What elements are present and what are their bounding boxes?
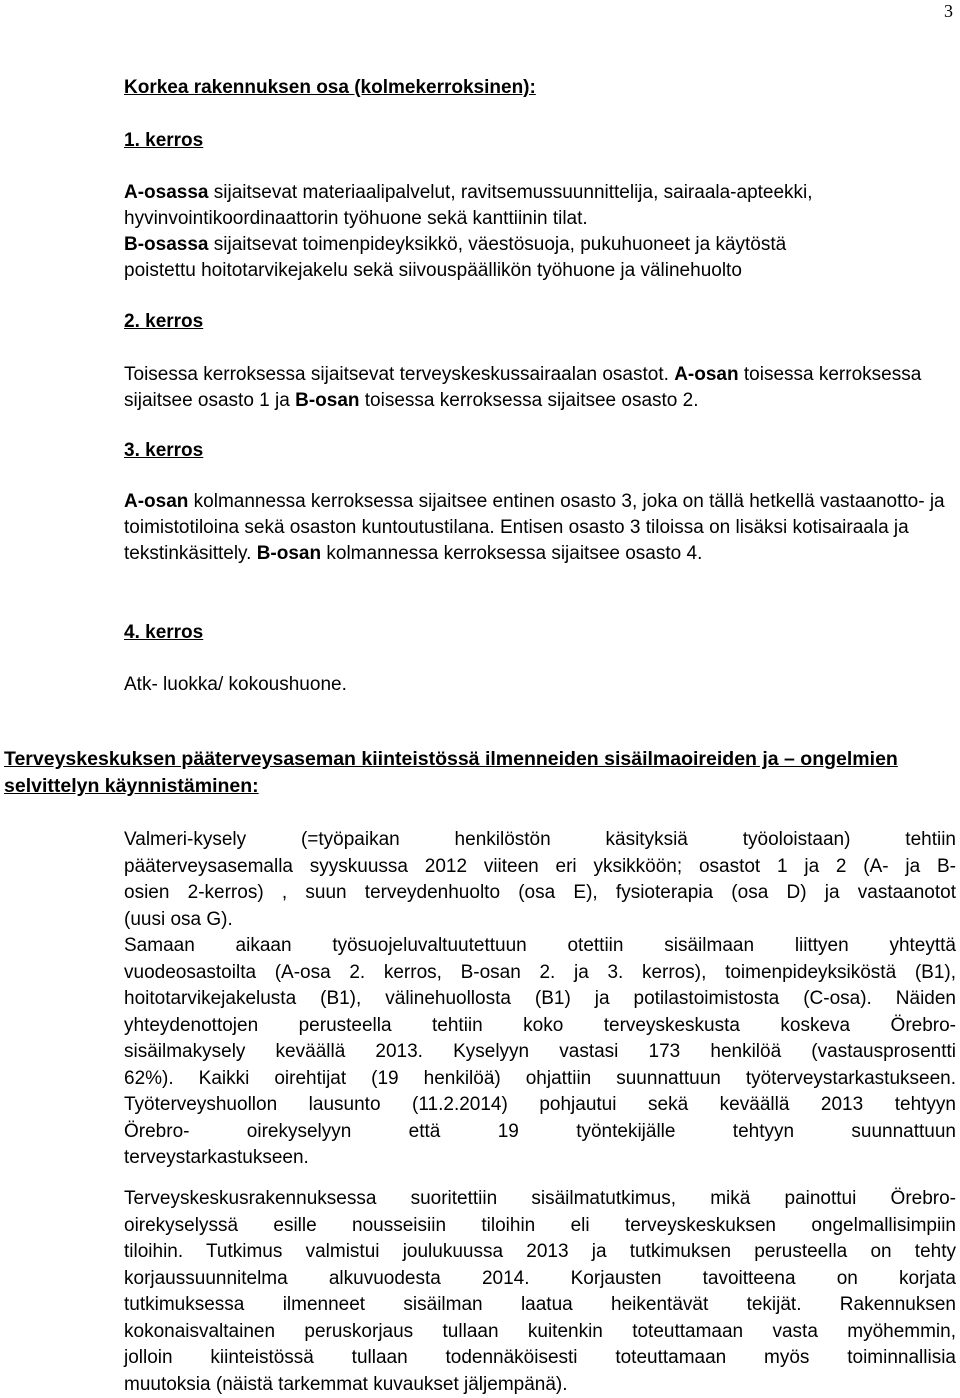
section-heading: Korkea rakennuksen osa (kolmekerroksinen): bbox=[124, 75, 956, 101]
floor3-text2: kolmannessa kerroksessa sijaitsee osasto 4. bbox=[321, 543, 702, 564]
floor1-b-lead: B-osassa bbox=[124, 234, 209, 255]
paragraph-2-line: korjaussuunnitelma alkuvuodesta 2014. Korjausten tavoitteena on korjata bbox=[124, 1266, 956, 1293]
floor3-b-lead: B-osan bbox=[257, 543, 321, 564]
floor1-b-text: sijaitsevat toimenpideyksikkö, väestösuoja, pukuhuoneet ja käytöstä poistettu hoitotarvikejakelu sekä siivouspäällikön työhuone ja välinehuolto bbox=[124, 234, 786, 281]
floor1-paragraph-a bbox=[124, 180, 944, 232]
paragraph-1 bbox=[124, 827, 956, 1172]
paragraph-1-line: Työterveyshuollon lausunto (11.2.2014) pohjautui sekä keväällä 2013 tehtyyn bbox=[124, 1092, 956, 1119]
paragraph-1-line: (uusi osa G). bbox=[124, 907, 956, 934]
floor1-title: 1. kerros bbox=[124, 128, 956, 154]
paragraph-2-line: kokonaisvaltainen peruskorjaus tullaan kuitenkin toteuttamaan vasta myöhemmin, bbox=[124, 1319, 956, 1346]
floor1-paragraph-b bbox=[124, 232, 844, 284]
paragraph-1-line: terveystarkastukseen. bbox=[124, 1145, 956, 1172]
floor3-paragraph bbox=[124, 489, 956, 567]
floor2-text1: Toisessa kerroksessa sijaitsevat terveyskeskussairaalan osastot. bbox=[124, 364, 674, 385]
paragraph-2-line: muutoksia (näistä tarkemmat kuvaukset jäljempänä). bbox=[124, 1372, 956, 1398]
floor3-text1: kolmannessa kerroksessa sijaitsee entinen osasto 3, joka on tällä hetkellä vastaanotto- ja toimistotiloina sekä osaston kuntoutustilana. Entisen osasto 3 tiloissa on lisäksi kotisairaala ja tekstinkäsittely. bbox=[124, 491, 945, 564]
paragraph-1-line: 62%). Kaikki oirehtijat (19 henkilöä) ohjattiin suunnattuun työterveystarkastukseen. bbox=[124, 1066, 956, 1093]
paragraph-2-line: tiloihin. Tutkimus valmistui joulukuussa 2013 ja tutkimuksen perusteella on tehty bbox=[124, 1239, 956, 1266]
paragraph-1-line: vuodeosastoilta (A-osa 2. kerros, B-osan 2. ja 3. kerros), toimenpideyksiköstä (B1), bbox=[124, 960, 956, 987]
main-heading: Terveyskeskuksen pääterveysaseman kiinteistössä ilmenneiden sisäilmaoireiden ja – ongelmien selvittelyn käynnistäminen: bbox=[4, 746, 956, 800]
paragraph-2 bbox=[124, 1186, 956, 1398]
paragraph-2-line: jolloin kiinteistössä tullaan todennäköisesti toteuttamaan myös toiminnallisia bbox=[124, 1345, 956, 1372]
paragraph-1-line: sisäilmakysely keväällä 2013. Kyselyyn vastasi 173 henkilöä (vastausprosentti bbox=[124, 1039, 956, 1066]
page-number: 3 bbox=[944, 0, 953, 22]
paragraph-1-line: Örebro- oirekyselyyn että 19 työntekijälle tehtyyn suunnattuun bbox=[124, 1119, 956, 1146]
floor3-title: 3. kerros bbox=[124, 438, 956, 464]
paragraph-2-line: Terveyskeskusrakennuksessa suoritettiin sisäilmatutkimus, mikä painottui Örebro- bbox=[124, 1186, 956, 1213]
floor1-a-text: sijaitsevat materiaalipalvelut, ravitsemussuunnittelija, sairaala-apteekki, hyvinvointikoordinaattorin työhuone sekä kanttiinin tilat. bbox=[124, 182, 813, 229]
floor3-a-lead: A-osan bbox=[124, 491, 188, 512]
floor4-title: 4. kerros bbox=[124, 620, 956, 646]
floor2-text2: toisessa kerroksessa sijaitsee osasto 1 ja bbox=[124, 364, 921, 411]
paragraph-2-line: oirekyselyssä esille nousseisiin tiloihin eli terveyskeskuksen ongelmallisimpiin bbox=[124, 1213, 956, 1240]
paragraph-1-line: osien 2-kerros) , suun terveydenhuolto (osa E), fysioterapia (osa D) ja vastaanotot bbox=[124, 880, 956, 907]
paragraph-1-line: Samaan aikaan työsuojeluvaltuutettuun otettiin sisäilmaan liittyen yhteyttä bbox=[124, 933, 956, 960]
paragraph-1-line: pääterveysasemalla syyskuussa 2012 viiteen eri yksikköön; osastot 1 ja 2 (A- ja B- bbox=[124, 854, 956, 881]
floor2-b-lead: B-osan bbox=[295, 390, 359, 411]
floor2-title: 2. kerros bbox=[124, 309, 956, 335]
floor4-text: Atk- luokka/ kokoushuone. bbox=[124, 672, 956, 698]
paragraph-1-line: yhteydenottojen perusteella tehtiin koko terveyskeskusta koskeva Örebro- bbox=[124, 1013, 956, 1040]
floor2-a-lead: A-osan bbox=[674, 364, 738, 385]
floor2-text3: toisessa kerroksessa sijaitsee osasto 2. bbox=[360, 390, 699, 411]
floor2-paragraph bbox=[124, 362, 956, 414]
paragraph-1-line: Valmeri-kysely (=työpaikan henkilöstön käsityksiä työoloistaan) tehtiin bbox=[124, 827, 956, 854]
paragraph-1-line: hoitotarvikejakelusta (B1), välinehuollosta (B1) ja potilastoimistosta (C-osa). Näiden bbox=[124, 986, 956, 1013]
floor1-a-lead: A-osassa bbox=[124, 182, 209, 203]
paragraph-2-line: tutkimuksessa ilmenneet sisäilman laatua heikentävät tekijät. Rakennuksen bbox=[124, 1292, 956, 1319]
